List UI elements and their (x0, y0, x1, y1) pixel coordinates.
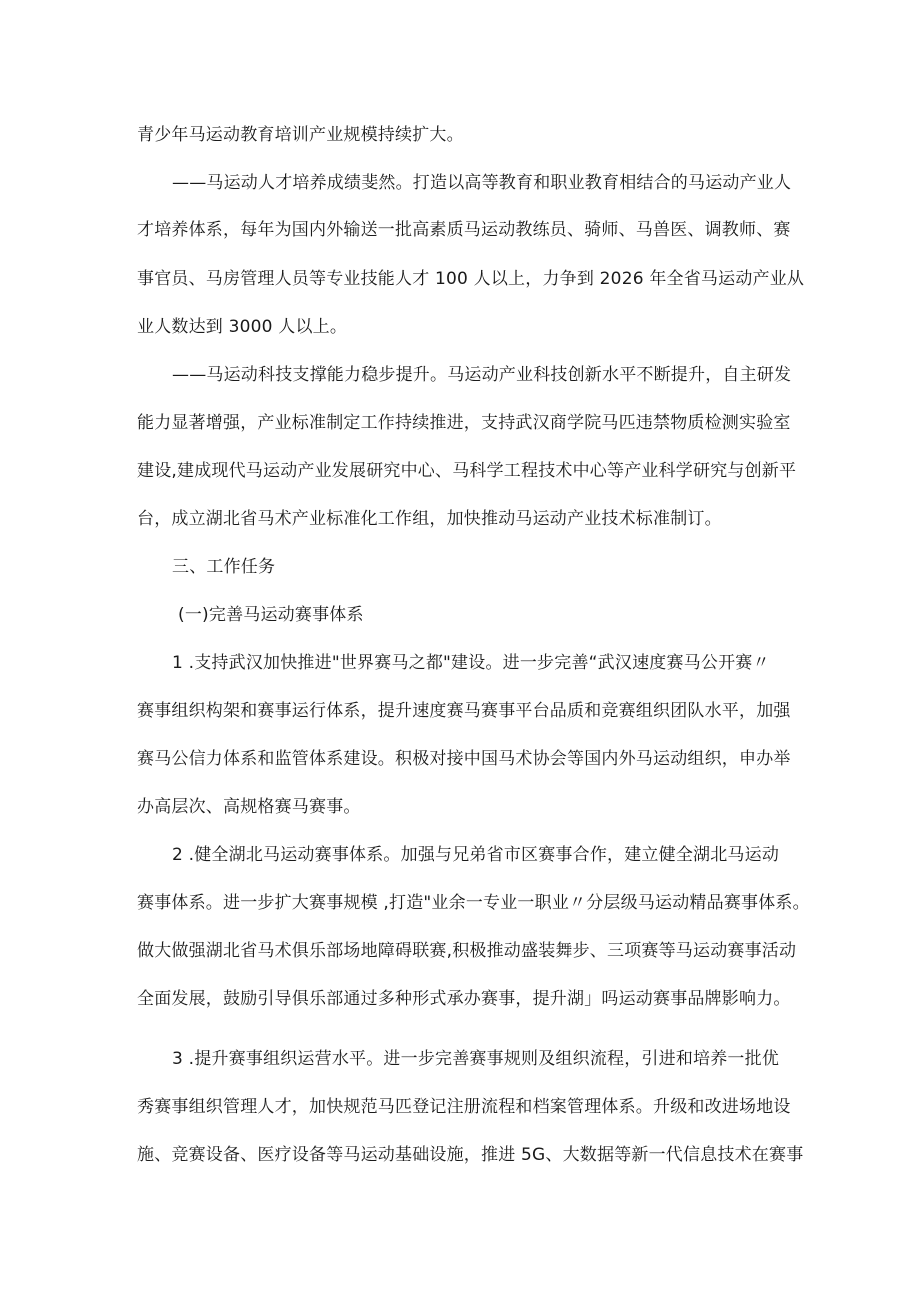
text-line: 能力显著增强，产业标准制定工作持续推进，支持武汉商学院马匹违禁物质检测实验室 (137, 413, 791, 433)
text-line: ——马运动人才培养成绩斐然。打造以高等教育和职业教育相结合的马运动产业人 (172, 173, 792, 193)
text-line: 青少年马运动教育培训产业规模持续扩大。 (137, 125, 464, 145)
text-line: 建设,建成现代马运动产业发展研究中心、马科学工程技术中心等产业科学研究与创新平 (137, 461, 797, 481)
text-line: 事官员、马房管理人员等专业技能人才 100 人以上，力争到 2026 年全省马运动产业从 (137, 269, 805, 289)
text-line: 赛事体系。进一步扩大赛事规模 ,打造"业余一专业一职业〃分层级马运动精品赛事体系。 (137, 893, 810, 913)
text-line: 赛事组织构架和赛事运行体系，提升速度赛马赛事平台品质和竞赛组织团队水平，加强 (137, 701, 791, 721)
text-line: ——马运动科技支撑能力稳步提升。马运动产业科技创新水平不断提升，自主研发 (172, 365, 792, 385)
text-line: 秀赛事组织管理人才，加快规范马匹登记注册流程和档案管理体系。升级和改进场地设 (137, 1097, 791, 1117)
text-line: 才培养体系，每年为国内外输送一批高素质马运动教练员、骑师、马兽医、调教师、赛 (137, 220, 791, 240)
text-line: 业人数达到 3000 人以上。 (137, 317, 348, 337)
section-heading: 三、工作任务 (172, 557, 276, 577)
text-line: 做大做强湖北省马术俱乐部场地障碍联赛,积极推动盛装舞步、三项赛等马运动赛事活动 (137, 941, 797, 961)
subsection-heading: (一)完善马运动赛事体系 (178, 605, 364, 625)
text-line: 台，成立湖北省马术产业标准化工作组，加快推动马运动产业技术标准制订。 (137, 509, 722, 529)
text-line: 1 .支持武汉加快推进"世界赛马之都"建设。进一步完善“武汉速度赛马公开赛〃 (172, 653, 770, 673)
text-line: 3 .提升赛事组织运营水平。进一步完善赛事规则及组织流程，引进和培养一批优 (172, 1049, 780, 1069)
text-line: 赛马公信力体系和监管体系建设。积极对接中国马术协会等国内外马运动组织，申办举 (137, 749, 791, 769)
text-line: 施、竞赛设备、医疗设备等马运动基础设施，推进 5G、大数据等新一代信息技术在赛事 (137, 1145, 804, 1165)
text-line: 全面发展，鼓励引导俱乐部通过多种形式承办赛事，提升湖」吗运动赛事品牌影响力。 (137, 989, 791, 1009)
text-line: 2 .健全湖北马运动赛事体系。加强与兄弟省市区赛事合作，建立健全湖北马运动 (172, 845, 780, 865)
text-line: 办高层次、高规格赛马赛事。 (137, 797, 361, 817)
